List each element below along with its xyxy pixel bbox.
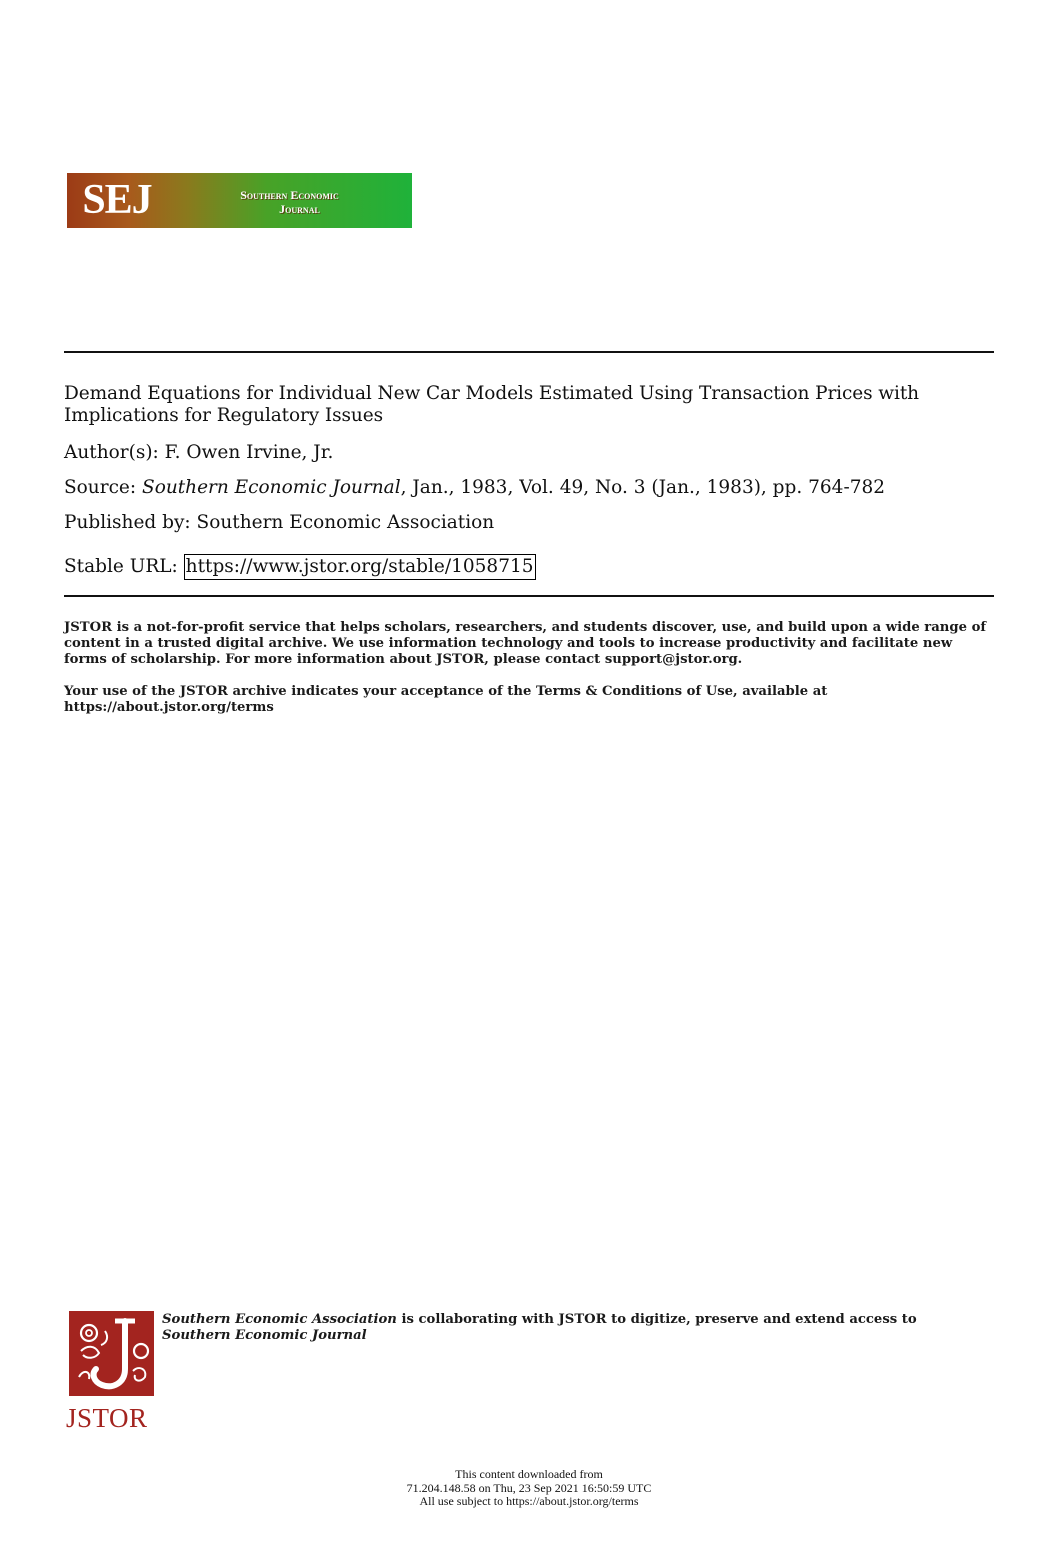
collaboration-statement [162,1312,922,1344]
article-title: Demand Equations for Individual New Car Models Estimated Using Transaction Prices with Implications for Regulatory Issues [64,383,919,426]
sej-logo-name [167,173,412,228]
top-divider [64,351,994,353]
sej-logo-name-line1: Southern Economic [240,188,339,202]
footer-line3: All use subject to https://about.jstor.org/terms [419,1494,639,1508]
stable-url-label: Stable URL: [64,556,178,577]
source-label: Source: [64,477,137,498]
sej-logo-mark: SEJ [82,177,152,223]
footer-line2: 71.204.148.58 on Thu, 23 Sep 2021 16:50:59 UTC [406,1480,652,1495]
jstor-emblem-icon [69,1311,154,1396]
sej-logo [67,173,412,228]
publisher-line [64,512,494,534]
source-details: , Jan., 1983, Vol. 49, No. 3 (Jan., 1983), pp. 764-782 [400,477,886,498]
publisher-label: Published by: [64,512,191,533]
footer-line1: This content downloaded from [455,1467,603,1481]
author-name: F. Owen Irvine, Jr. [164,442,334,463]
source-line [64,477,885,499]
publisher-name: Southern Economic Association [196,512,495,533]
jstor-terms-notice: Your use of the JSTOR archive indicates your acceptance of the Terms & Conditions of Use, available at https://about.jstor.org/terms [64,684,828,715]
download-footer [329,1468,729,1509]
collab-org: Southern Economic Association [162,1312,397,1327]
collab-text: is collaborating with JSTOR to digitize, preserve and extend access to [396,1312,917,1327]
collab-journal: Southern Economic Journal [162,1328,367,1343]
stable-url-line [64,554,536,580]
bottom-divider [64,595,994,597]
author-line [64,442,333,464]
jstor-emblem-graphic [69,1311,154,1396]
sej-logo-name-line2: Journal [279,202,320,216]
stable-url-link[interactable]: https://www.jstor.org/stable/1058715 [184,554,536,580]
jstor-about-notice: JSTOR is a not-for-profit service that helps scholars, researchers, and students discover, use, and build upon a wide range of content in a trusted digital archive. We use information technology and tools to increase productivity and facilitate new forms of scholarship. For more information about JSTOR, please contact support@jstor.org. [64,620,987,667]
jstor-wordmark: JSTOR [66,1403,148,1433]
author-label: Author(s): [64,442,159,463]
source-journal: Southern Economic Journal [142,477,401,498]
